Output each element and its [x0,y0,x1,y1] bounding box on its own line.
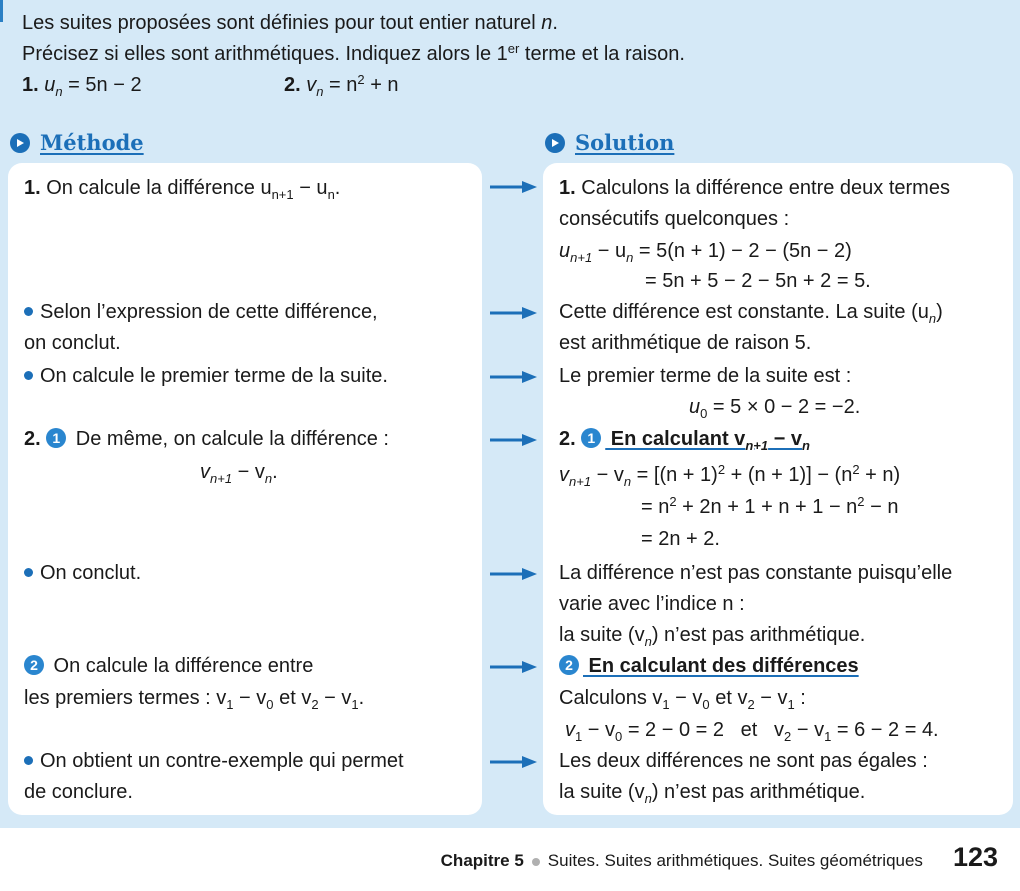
arrow-right-icon [488,755,538,769]
solution-line: est arithmétique de raison 5. [559,332,812,354]
solution-line: La différence n’est pas constante puisqu’elle [559,562,953,584]
solution-formula: $v_1 - v_0 = 2 - 0 = 2$ et $v_2 - v_1 = 6 - 2 = 4$. [565,719,939,744]
methode-bullet-counterexample: On obtient un contre-exemple qui permet [24,746,404,776]
methode-substep-2: 2 On calcule la différence entre [24,651,313,681]
number-badge-icon: 1 [46,428,66,448]
methode-step-1: 1. On calcule la différence $u_{n+1} - u_n$. [24,177,341,202]
solution-formula: $v_{n+1} - v_n = [(n + 1)^2 + (n + 1)] - (n^2 + n)$ [559,462,901,489]
methode-step-2: 2. 1 De même, on calcule la différence : [24,428,389,450]
separator-dot-icon [532,858,540,866]
number-badge-icon: 2 [559,655,579,675]
solution-header [545,130,674,155]
solution-line: consécutifs quelconques : [559,208,790,230]
solution-box [543,163,1013,815]
solution-formula: = 2n + 2. [641,528,720,550]
arrow-right-icon [488,433,538,447]
methode-line: on conclut. [24,332,121,354]
methode-header [10,130,144,155]
play-icon [10,133,30,153]
solution-step-1: 1. Calculons la différence entre deux termes [559,177,950,199]
methode-formula: $v_{n+1} - v_n$. [200,461,278,486]
methode-bullet-conclude: Selon l’expression de cette différence, [24,297,378,327]
solution-line: Calculons $v_1 - v_0$ et $v_2 - v_1$ : [559,687,806,712]
solution-line: Le premier terme de la suite est : [559,365,852,387]
solution-line: Cette différence est constante. La suite $(u_n)$ [559,301,943,326]
bullet-icon [24,371,33,380]
methode-line: de conclure. [24,781,133,803]
solution-line: varie avec l’indice n : [559,593,745,615]
statement-line-1: Les suites proposées sont définies pour tout entier naturel n. [22,12,558,34]
page-number: 123 [952,842,998,872]
solution-step-2: 2. 1 En calculant $v_{n+1} - v_n$ [559,428,810,453]
arrow-right-icon [488,306,538,320]
solution-line: Les deux différences ne sont pas égales : [559,750,928,772]
exercise-item-2: 2. $v_n = n^2 + n$ [284,72,399,99]
solution-title: Solution [575,130,675,155]
methode-title: Méthode [40,130,144,155]
solution-formula: = 5n + 5 − 2 − 5n + 2 = 5. [645,270,871,292]
page-footer [441,842,998,873]
solution-line: la suite $(v_n)$ n’est pas arithmétique. [559,624,866,649]
methode-bullet-conclude-2: On conclut. [24,558,141,588]
arrow-right-icon [488,660,538,674]
solution-formula: = $n^2 + 2n + 1 + n + 1 - n^2 - n$ [641,494,899,518]
chapter-label: Chapitre 5 [440,851,524,870]
solution-substep-2: 2 En calculant des différences [559,651,859,681]
play-icon [545,133,565,153]
solution-formula: $u_0 = 5 \times 0 - 2 = -2$. [689,396,861,421]
number-badge-icon: 1 [581,428,601,448]
solution-line: la suite $(v_n)$ n’est pas arithmétique. [559,781,866,806]
bullet-icon [24,756,33,765]
statement-line-2: Précisez si elles sont arithmétiques. Indiquez alors le 1er terme et la raison. [22,41,685,65]
exercise-statement [22,8,1012,101]
arrow-right-icon [488,567,538,581]
exercise-items [22,70,1012,101]
methode-line: les premiers termes : $v_1 - v_0$ et $v_2 - v_1$. [24,687,365,712]
methode-box [8,163,482,815]
chapter-subtitle: Suites. Suites arithmétiques. Suites géométriques [547,851,923,870]
number-badge-icon: 2 [24,655,44,675]
arrow-right-icon [488,180,538,194]
arrow-right-icon [488,370,538,384]
panel-edge-marker [0,0,3,22]
solution-formula: $u_{n+1} - u_n = 5(n + 1) - 2 - (5n - 2)$ [559,240,852,265]
bullet-icon [24,568,33,577]
bullet-icon [24,307,33,316]
exercise-item-1: 1. $u_n = 5n - 2$ [22,74,142,99]
methode-bullet-first-term: On calcule le premier terme de la suite. [24,361,388,391]
